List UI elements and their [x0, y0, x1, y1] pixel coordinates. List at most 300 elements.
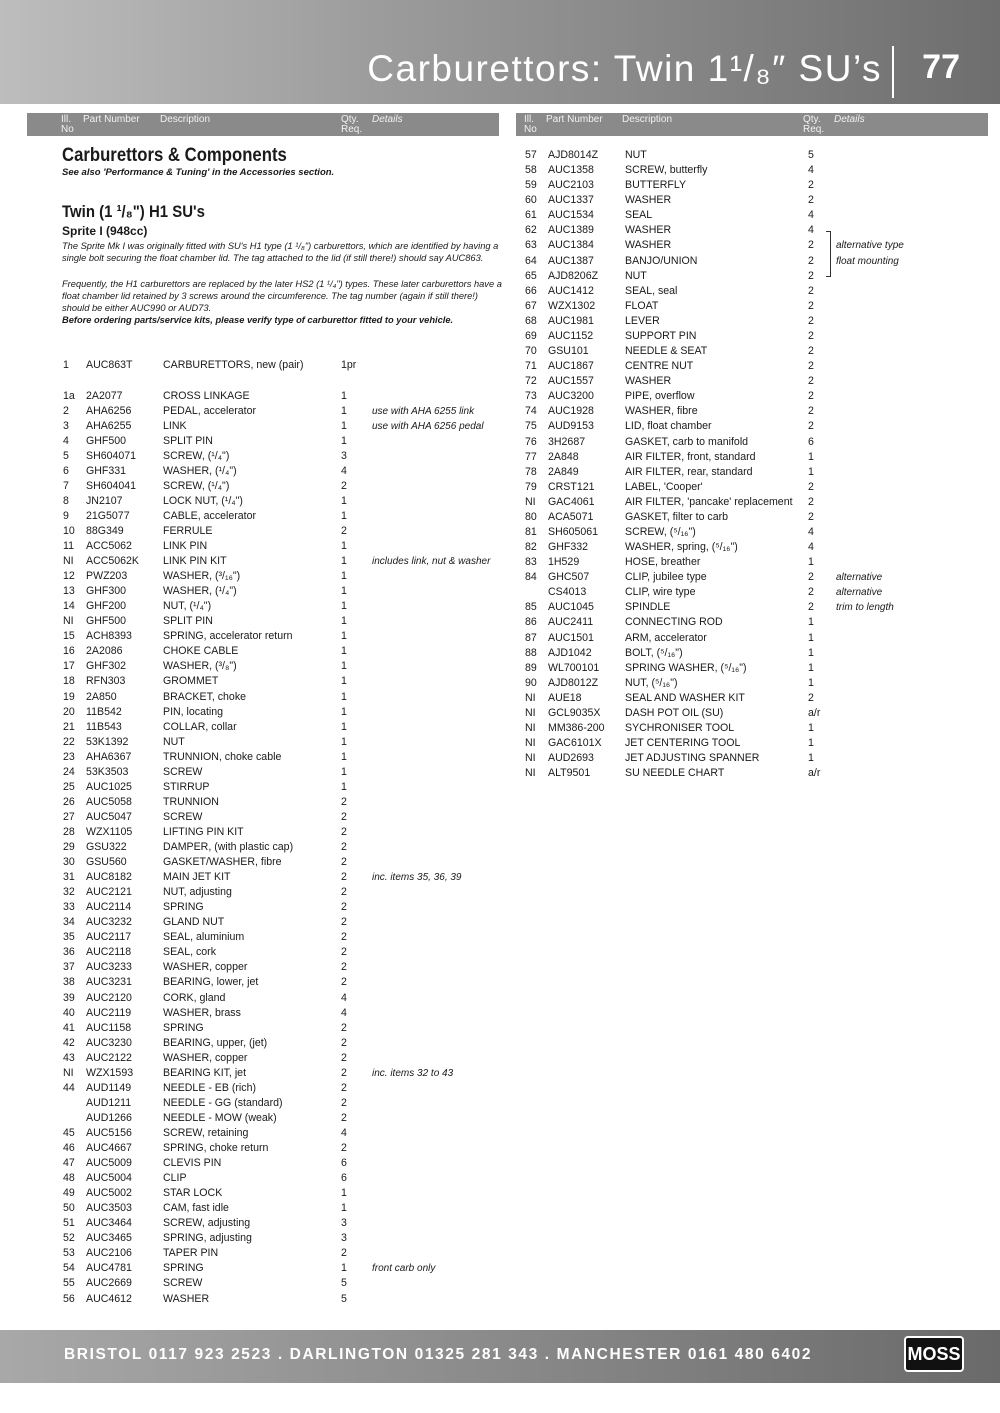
table-row [0, 389, 1000, 404]
ill-no-cell: 71 [525, 360, 537, 373]
ill-no-cell: 65 [525, 269, 537, 282]
ill-no-cell: 16 [63, 645, 75, 658]
description-cell: WASHER, spring, (⁵/₁₆") [625, 541, 738, 554]
part-number-cell: AUD1149 [86, 1081, 132, 1094]
part-number-cell: 2A2086 [86, 645, 123, 658]
qty-cell: 1 [341, 555, 347, 568]
description-cell: WASHER, brass [163, 1006, 241, 1019]
part-number-cell: AUC8182 [86, 871, 132, 884]
ill-no-cell: NI [525, 767, 536, 780]
qty-cell: 2 [341, 916, 347, 929]
qty-cell: 2 [341, 871, 347, 884]
page-number: 77 [922, 48, 960, 86]
part-number-cell: GSU560 [86, 856, 127, 869]
part-number-cell: ACA5071 [548, 510, 594, 523]
qty-cell: 2 [808, 329, 814, 342]
ill-no-cell: 70 [525, 345, 537, 358]
details-cell: alternative type [836, 240, 904, 252]
table-row [0, 960, 1000, 975]
table-row [0, 1171, 1000, 1186]
description-cell: BOLT, (⁵/₁₆") [625, 646, 683, 659]
table-row [0, 1141, 1000, 1156]
part-number-cell: GHF332 [548, 541, 589, 554]
description-cell: SPINDLE [625, 601, 671, 614]
description-cell: CLIP, jubilee type [625, 571, 707, 584]
qty-cell: 1 [341, 660, 347, 673]
description-cell: STIRRUP [163, 780, 210, 793]
table-row [0, 930, 1000, 945]
description-cell: GASKET/WASHER, fibre [163, 856, 282, 869]
qty-cell: 5 [341, 1277, 347, 1290]
qty-cell: 1 [341, 1262, 347, 1275]
qty-cell: 2 [341, 1096, 347, 1109]
qty-cell: 2 [808, 510, 814, 523]
qty-cell: 3 [341, 1217, 347, 1230]
description-cell: WASHER, (¹/₄") [163, 464, 237, 477]
col-details: Details [372, 114, 403, 125]
part-number-cell: AJD1042 [548, 646, 592, 659]
part-number-cell: AUC1981 [548, 314, 594, 327]
description-cell: BRACKET, choke [163, 690, 247, 703]
description-cell: SPRING, choke return [163, 1142, 269, 1154]
ill-no-cell: 53 [63, 1247, 75, 1260]
part-number-cell: AUC1867 [548, 360, 594, 373]
col-details: Details [834, 114, 865, 125]
description-cell: NUT, adjusting [163, 886, 232, 899]
part-number-cell: AUC4667 [86, 1142, 132, 1154]
ill-no-cell: 23 [63, 750, 75, 763]
part-number-cell: AUC5002 [86, 1187, 132, 1200]
qty-cell: 2 [808, 360, 814, 373]
details-cell: inc. items 35, 36, 39 [372, 872, 462, 884]
part-number-cell: 11B543 [86, 720, 122, 733]
part-number-cell: 2A850 [86, 690, 117, 703]
ill-no-cell: 87 [525, 631, 537, 644]
table-row [0, 615, 1000, 630]
description-cell: CARBURETTORS, new (pair) [163, 359, 304, 371]
qty-cell: 2 [341, 961, 347, 974]
description-cell: NUT [625, 149, 647, 161]
intro-paragraph: Frequently, the H1 carburettors are replaced by the later HS2 (1 ¹/₄") types. These later carburettors have a float chamber lid retained by 3 screws around the circumference. The tag number (again if still there!) should be either AUC990 or AUD73. [62, 279, 502, 313]
part-number-cell: AUC3231 [86, 976, 132, 989]
table-row [0, 915, 1000, 930]
table-row [0, 840, 1000, 855]
moss-logo: MOSS [904, 1336, 964, 1372]
qty-cell: 5 [808, 149, 814, 161]
ill-no-cell: 72 [525, 375, 537, 388]
table-row [0, 691, 1000, 706]
description-cell: SEAL [625, 209, 653, 222]
qty-cell: 2 [341, 795, 347, 808]
ill-no-cell: 81 [525, 526, 537, 538]
qty-cell: 2 [808, 390, 814, 403]
ill-no-cell: NI [525, 752, 536, 765]
ill-no-cell: 2 [63, 404, 69, 417]
description-cell: WASHER [163, 1292, 210, 1305]
ill-no-cell: 1a [63, 389, 75, 402]
ill-no-cell: 27 [63, 810, 75, 823]
part-number-cell: AUC1337 [548, 194, 594, 207]
description-cell: CABLE, accelerator [163, 509, 257, 522]
table-row [0, 1156, 1000, 1171]
model-title: Sprite I (948cc) [62, 224, 148, 238]
ill-no-cell: 57 [525, 149, 537, 161]
qty-cell: 1 [341, 735, 347, 748]
part-number-cell: AUD2693 [548, 752, 594, 765]
part-number-cell: MM386-200 [548, 722, 605, 735]
table-row [0, 1021, 1000, 1036]
ill-no-cell: 61 [525, 209, 537, 222]
table-row [0, 1111, 1000, 1126]
qty-cell: 4 [341, 1126, 347, 1139]
ill-no-cell: 8 [63, 494, 69, 507]
qty-cell: 1 [341, 540, 347, 552]
description-cell: SCREW, butterfly [625, 164, 708, 177]
description-cell: COLLAR, collar [163, 720, 237, 733]
ill-no-cell: 82 [525, 541, 537, 554]
description-cell: CONNECTING ROD [625, 616, 723, 629]
qty-cell: 2 [341, 825, 347, 838]
table-row [0, 661, 1000, 676]
description-cell: GASKET, filter to carb [625, 510, 729, 523]
ill-no-cell: 50 [63, 1202, 75, 1215]
qty-cell: 2 [808, 314, 814, 327]
ill-no-cell: 46 [63, 1142, 75, 1154]
ill-no-cell: 89 [525, 661, 537, 674]
description-cell: TRUNNION [163, 795, 219, 808]
qty-cell: 2 [341, 1021, 347, 1034]
part-number-cell: AUC3233 [86, 961, 132, 974]
description-cell: LID, float chamber [625, 420, 712, 433]
ill-no-cell: 18 [63, 675, 75, 688]
qty-cell: 4 [341, 1006, 347, 1019]
part-number-cell: AUC2411 [548, 616, 594, 629]
description-cell: NUT [625, 269, 647, 282]
qty-cell: a/r [808, 767, 821, 780]
table-row [0, 1126, 1000, 1141]
qty-cell: 1 [341, 615, 347, 628]
description-cell: LINK PIN KIT [163, 555, 227, 568]
part-number-cell: AUC1384 [548, 239, 594, 252]
qty-cell: 4 [341, 991, 347, 1004]
table-row [0, 1201, 1000, 1216]
qty-cell: 2 [341, 856, 347, 869]
ill-no-cell: 44 [63, 1081, 75, 1094]
table-row [0, 570, 1000, 585]
qty-cell: 1 [341, 720, 347, 733]
ill-no-cell: 1 [63, 359, 69, 371]
part-number-cell: 1H529 [548, 556, 580, 569]
description-cell: BEARING KIT, jet [163, 1066, 247, 1079]
ill-no-cell: 84 [525, 571, 537, 584]
part-number-cell: AUC1358 [548, 164, 594, 177]
part-number-cell: GHC507 [548, 571, 590, 584]
table-row [0, 344, 1000, 359]
table-row [0, 480, 1000, 495]
ill-no-cell: 52 [63, 1232, 75, 1245]
ill-no-cell: 34 [63, 916, 75, 929]
qty-cell: 2 [341, 1142, 347, 1154]
page-title: Carburettors: Twin 1¹/₈″ SU’s [367, 48, 882, 89]
table-row [0, 1066, 1000, 1081]
description-cell: SYCHRONISER TOOL [625, 722, 735, 735]
qty-cell: 1 [341, 675, 347, 688]
table-row [0, 991, 1000, 1006]
qty-cell: 1 [808, 722, 814, 735]
qty-cell: 2 [808, 239, 814, 252]
ill-no-cell: 54 [63, 1262, 75, 1275]
part-number-cell: AUC3465 [86, 1232, 132, 1245]
qty-cell: 1 [808, 450, 814, 463]
ill-no-cell: 9 [63, 509, 69, 522]
part-number-cell: GHF300 [86, 585, 127, 598]
part-number-cell: GCL9035X [548, 706, 601, 719]
part-number-cell: 2A849 [548, 465, 579, 478]
table-row [0, 646, 1000, 661]
qty-cell: 3 [341, 449, 347, 462]
qty-cell: 4 [808, 164, 814, 177]
qty-cell: 1 [341, 600, 347, 613]
part-number-cell: AUC5047 [86, 810, 132, 823]
ill-no-cell: 10 [63, 524, 75, 537]
description-cell: NEEDLE - GG (standard) [163, 1096, 283, 1109]
qty-cell: 1 [808, 556, 814, 569]
part-number-cell: ALT9501 [548, 767, 591, 780]
table-row [0, 419, 1000, 434]
table-row [0, 975, 1000, 990]
footer-contacts: BRISTOL 0117 923 2523 . DARLINGTON 01325 281 343 . MANCHESTER 0161 480 6402 [64, 1346, 813, 1363]
table-row [0, 238, 1000, 253]
ill-no-cell: 90 [525, 676, 537, 689]
ill-no-cell: 56 [63, 1292, 75, 1305]
ill-no-cell: 77 [525, 450, 537, 463]
description-cell: LEVER [625, 314, 660, 327]
qty-cell: 5 [341, 1292, 347, 1305]
qty-cell: 6 [341, 1157, 347, 1170]
part-number-cell: WZX1105 [86, 825, 133, 838]
details-cell: use with AHA 6255 link [372, 405, 475, 417]
part-number-cell: 2A848 [548, 450, 579, 463]
description-cell: TRUNNION, choke cable [163, 750, 282, 763]
part-number-cell: ACH8393 [86, 630, 132, 643]
details-cell: use with AHA 6256 pedal [372, 420, 484, 432]
description-cell: BANJO/UNION [625, 254, 698, 267]
table-row [0, 495, 1000, 510]
ill-no-cell: NI [525, 706, 536, 719]
table-row [0, 465, 1000, 480]
qty-cell: 2 [808, 601, 814, 614]
ill-no-cell: NI [525, 691, 536, 704]
ill-no-cell: NI [525, 495, 536, 508]
table-row [0, 825, 1000, 840]
ill-no-cell: 63 [525, 239, 537, 252]
table-row [0, 1216, 1000, 1231]
ill-no-cell: 76 [525, 435, 537, 448]
table-row [0, 766, 1000, 781]
ill-no-cell: 21 [63, 720, 75, 733]
part-number-cell: SH605061 [548, 526, 599, 538]
description-cell: SPRING WASHER, (⁵/₁₆") [625, 661, 747, 674]
qty-cell: 4 [341, 464, 347, 477]
description-cell: SPRING [163, 1021, 204, 1034]
qty-cell: 2 [341, 901, 347, 914]
qty-cell: 1 [808, 465, 814, 478]
ill-no-cell: 36 [63, 946, 75, 959]
part-number-cell: AUC1152 [548, 329, 594, 342]
qty-cell: 1 [341, 570, 347, 583]
description-cell: GROMMET [163, 675, 219, 688]
ill-no-cell: 60 [525, 194, 537, 207]
table-row [0, 223, 1000, 238]
description-cell: LINK [163, 419, 187, 432]
qty-cell: 2 [808, 345, 814, 358]
section-title: Carburettors & Components [62, 145, 287, 166]
qty-cell: 2 [341, 1051, 347, 1064]
part-number-cell: AUC1501 [548, 631, 594, 644]
part-number-cell: RFN303 [86, 675, 126, 688]
qty-cell: 2 [341, 1111, 347, 1124]
description-cell: CLIP [163, 1172, 187, 1185]
part-number-cell: AUD9153 [548, 420, 594, 433]
ill-no-cell: 33 [63, 901, 75, 914]
description-cell: SCREW, (¹/₄") [163, 449, 230, 462]
description-cell: SCREW [163, 1277, 203, 1290]
ill-no-cell: 26 [63, 795, 75, 808]
qty-cell: 1 [341, 1187, 347, 1200]
ill-no-cell: 80 [525, 510, 537, 523]
description-cell: CLEVIS PIN [163, 1157, 222, 1170]
qty-cell: 4 [808, 209, 814, 222]
ill-no-cell: NI [525, 722, 536, 735]
ill-no-cell: 79 [525, 480, 537, 493]
ill-no-cell: 20 [63, 705, 75, 718]
table-row [0, 359, 1000, 374]
ill-no-cell: 74 [525, 405, 537, 418]
qty-cell: 2 [808, 254, 814, 267]
table-row [0, 525, 1000, 540]
table-row [0, 284, 1000, 299]
part-number-cell: AHA6255 [86, 419, 132, 432]
col-part-number: Part Number [83, 114, 140, 125]
table-row [0, 600, 1000, 615]
qty-cell: 2 [341, 946, 347, 959]
table-row [0, 555, 1000, 570]
table-row [0, 1051, 1000, 1066]
qty-cell: 2 [341, 1247, 347, 1260]
bracket [826, 231, 831, 277]
part-number-cell: GSU322 [86, 841, 127, 853]
ill-no-cell: 47 [63, 1157, 75, 1170]
description-cell: WASHER, (³/₈") [163, 660, 237, 673]
part-number-cell: GHF500 [86, 434, 127, 447]
details-cell: includes link, nut & washer [372, 556, 491, 568]
ill-no-cell: 12 [63, 570, 75, 583]
qty-cell: 1 [341, 404, 347, 417]
table-row [0, 751, 1000, 766]
col-part-number: Part Number [546, 114, 603, 125]
part-number-cell: CS4013 [548, 586, 587, 599]
table-row [0, 945, 1000, 960]
table-row [0, 706, 1000, 721]
qty-cell: 2 [341, 1066, 347, 1079]
sub-title: Twin (1 ¹/₈") H1 SU's [62, 202, 205, 221]
table-row [0, 1292, 1000, 1307]
part-number-cell: AUC2117 [86, 931, 132, 944]
ill-no-cell: 38 [63, 976, 75, 989]
table-row [0, 1006, 1000, 1021]
ill-no-cell: 75 [525, 420, 537, 433]
description-cell: TAPER PIN [163, 1247, 219, 1260]
qty-cell: 1 [341, 690, 347, 703]
ill-no-cell: 22 [63, 735, 75, 748]
qty-cell: 1 [341, 434, 347, 447]
ill-no-cell: 29 [63, 841, 75, 853]
ill-no-cell: 4 [63, 434, 69, 447]
ill-no-cell: 51 [63, 1217, 75, 1230]
description-cell: STAR LOCK [163, 1187, 223, 1200]
description-cell: WASHER, copper [163, 961, 248, 974]
ill-no-cell: 43 [63, 1051, 75, 1064]
qty-cell: 2 [808, 299, 814, 312]
description-cell: WASHER [625, 375, 672, 388]
ill-no-cell: 69 [525, 329, 537, 342]
qty-cell: 1 [341, 705, 347, 718]
description-cell: BEARING, upper, (jet) [163, 1036, 268, 1049]
ill-no-cell: 35 [63, 931, 75, 944]
part-number-cell: AUC2114 [86, 901, 132, 914]
description-cell: ARM, accelerator [625, 631, 707, 644]
ill-no-cell: 13 [63, 585, 75, 598]
table-row [0, 810, 1000, 825]
qty-cell: 6 [808, 435, 814, 448]
table-row [0, 1231, 1000, 1246]
ill-no-cell: 58 [525, 164, 537, 177]
qty-cell: 2 [341, 1081, 347, 1094]
part-number-cell: 21G5077 [86, 509, 130, 522]
part-number-cell: AJD8206Z [548, 269, 599, 282]
part-number-cell: AJD8014Z [548, 149, 599, 161]
qty-cell: 2 [808, 495, 814, 508]
intro-note: Before ordering parts/service kits, please verify type of carburettor fitted to your vehicle. [62, 315, 454, 325]
description-cell: LABEL, 'Cooper' [625, 480, 703, 493]
part-number-cell: AUC2669 [86, 1277, 132, 1290]
col-ill-no: Ill. No [524, 114, 537, 135]
description-cell: AIR FILTER, 'pancake' replacement [625, 495, 793, 508]
table-row [0, 178, 1000, 193]
ill-no-cell: 32 [63, 886, 75, 899]
table-row [0, 1096, 1000, 1111]
part-number-cell: AUC3230 [86, 1036, 132, 1049]
description-cell: HOSE, breather [625, 556, 701, 569]
part-number-cell: AUC863T [86, 359, 133, 371]
ill-no-cell: 42 [63, 1036, 75, 1049]
table-row [0, 374, 1000, 389]
table-row [0, 450, 1000, 465]
qty-cell: 2 [808, 375, 814, 388]
ill-no-cell: 66 [525, 284, 537, 297]
ill-no-cell: 85 [525, 601, 537, 614]
table-row [0, 721, 1000, 736]
details-cell: alternative [836, 587, 883, 599]
qty-cell: 2 [808, 571, 814, 584]
qty-cell: 4 [808, 224, 814, 237]
description-cell: SEAL, aluminium [163, 931, 245, 944]
part-number-cell: AHA6256 [86, 404, 132, 417]
description-cell: WASHER, (¹/₄") [163, 585, 237, 598]
description-cell: JET ADJUSTING SPANNER [625, 752, 760, 765]
description-cell: SPRING [163, 1262, 204, 1275]
ill-no-cell: 6 [63, 464, 69, 477]
